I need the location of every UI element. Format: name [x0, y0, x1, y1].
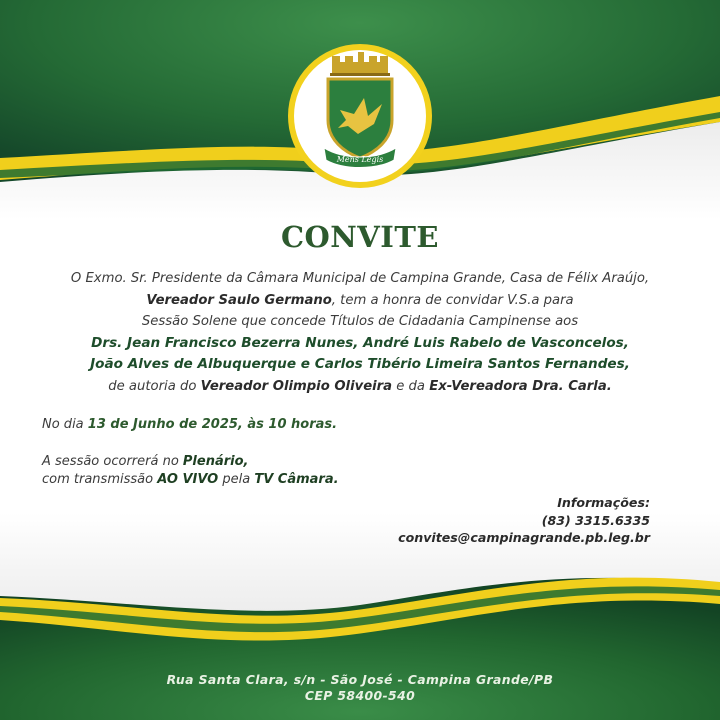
venue: Plenário,: [182, 454, 249, 469]
honorees-line-2: João Alves de Albuquerque e Carlos Tibério Limeira Santos Fernandes,: [90, 356, 630, 372]
intro-line-2: [20, 290, 700, 312]
cep-line: CEP 58400-540: [304, 688, 416, 703]
session-text-c: com transmissão: [42, 472, 158, 487]
address-line: Rua Santa Clara, s/n - São José - Campina Grande/PB: [166, 672, 554, 687]
intro-line-3: Sessão Solene que concede Títulos de Cidadania Campinense aos: [141, 314, 579, 329]
session-line-1: [42, 453, 339, 471]
info-phone: (83) 3315.6335: [541, 512, 650, 528]
authors-connector: e da: [392, 378, 430, 394]
session-line-2: [42, 471, 339, 489]
honorees-line-1: Drs. Jean Francisco Bezerra Nunes, André Luis Rabelo de Vasconcelos,: [91, 334, 629, 351]
page-title: CONVITE: [280, 220, 440, 254]
date-value: 13 de Junho de 2025, às 10 horas.: [87, 417, 338, 432]
session-text-e: pela: [218, 472, 255, 487]
intro-paragraph: [20, 268, 700, 397]
info-heading: Informações:: [557, 495, 650, 510]
date-prefix: No dia: [42, 417, 88, 432]
live-label: AO VIVO: [157, 472, 219, 487]
emblem-motto: Mens Legis: [336, 155, 384, 164]
president-name: Vereador Saulo Germano: [146, 292, 332, 308]
session-text-a: A sessão ocorrerá no: [42, 454, 183, 469]
tv-channel: TV Câmara.: [254, 472, 339, 487]
info-email: convites@campinagrande.pb.leg.br: [398, 530, 650, 545]
authors-line: [20, 376, 700, 398]
session-details: [42, 453, 339, 489]
camara-crest-icon: [286, 42, 434, 190]
author-2: Ex-Vereadora Dra. Carla.: [429, 378, 612, 394]
authors-prefix: de autoria do: [108, 378, 201, 394]
event-date: [42, 417, 337, 432]
intro-line-2-rest: , tem a honra de convidar V.S.a para: [331, 292, 574, 308]
contact-info: [398, 494, 650, 547]
intro-line-1: O Exmo. Sr. Presidente da Câmara Municipal de Campina Grande, Casa de Félix Araújo,: [70, 271, 650, 286]
author-1: Vereador Olimpio Oliveira: [200, 378, 393, 394]
footer-address: [0, 672, 720, 704]
